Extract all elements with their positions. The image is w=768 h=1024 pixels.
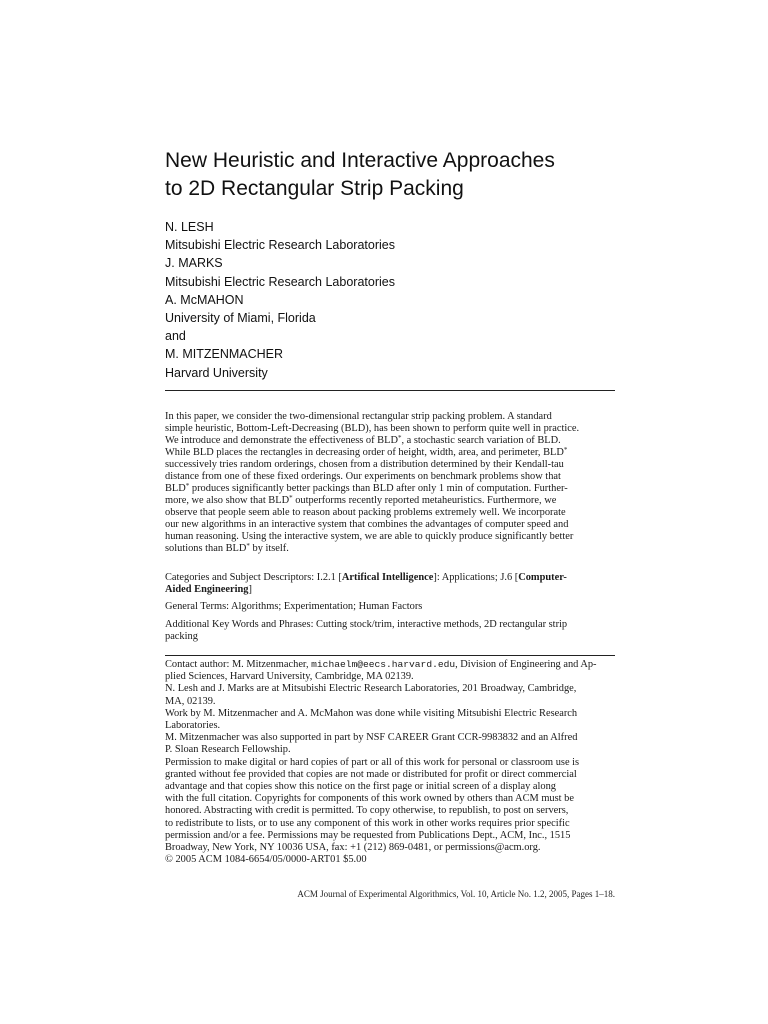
author-affiliation: Mitsubishi Electric Research Laboratories <box>165 274 395 289</box>
abstract-line: While BLD places the rectangles in decreasing order of height, width, area, and perimeter, BLD* <box>165 446 568 458</box>
copyright-line: © 2005 ACM 1084-6654/05/0000-ART01 $5.00 <box>165 854 367 866</box>
title-line-2: to 2D Rectangular Strip Packing <box>165 177 464 200</box>
general-terms: General Terms: Algorithms; Experimentation; Human Factors <box>165 601 423 612</box>
abstract-line: simple heuristic, Bottom-Left-Decreasing (BLD), has been shown to perform quite well in practice. <box>165 423 580 434</box>
affiliation-note: N. Lesh and J. Marks are at Mitsubishi Electric Research Laboratories, 201 Broadway, Cambridge, <box>165 683 577 695</box>
paper-title <box>165 147 625 203</box>
abstract-line: our new algorithms in an interactive system that combines the advantages of computer speed and <box>165 519 569 530</box>
contact-email[interactable]: michaelm@eecs.harvard.edu <box>311 659 456 670</box>
abstract-line: We introduce and demonstrate the effectiveness of BLD*, a stochastic search variation of BLD. <box>165 434 561 446</box>
visit-note: Work by M. Mitzenmacher and A. McMahon was done while visiting Mitsubishi Electric Research <box>165 707 578 719</box>
author-name: J. MARKS <box>165 256 223 271</box>
contact-note: Contact author: M. Mitzenmacher, michaelm@eecs.harvard.edu, Division of Engineering and Ap- <box>165 659 597 670</box>
keywords: Additional Key Words and Phrases: Cutting stock/trim, interactive methods, 2D rectangular strip packing <box>165 619 568 643</box>
abstract-line: In this paper, we consider the two-dimensional rectangular strip packing problem. A standard <box>165 411 552 422</box>
abstract-line: human reasoning. Using the interactive system, we are able to quickly produce significantly better <box>165 531 574 542</box>
abstract <box>165 411 615 555</box>
footnotes: Contact author: M. Mitzenmacher, michaelm@eecs.harvard.edu, Division of Engineering and Ap- plied Sciences, Harvard University, Cambridge, MA 02139. N. Lesh and J. Marks are at Mitsubishi Electric Research Laboratories, 201 Broadway, Cambridge, MA, 02139. Work by M. Mitzenmacher and A. McMahon was done while visiting Mitsubishi Electric Research Laboratories. M. Mitzenmacher was also supported in part by NSF CAREER Grant CCR-9983832 and an Alfred P. Sloan Research Fellowship. Permission to make digital or hard copies of part or all of this work for personal or classroom use is granted without fee provided that copies are not made or distributed for profit or direct commercial advantage and that copies show this notice on the first page or initial screen of a display along with the full citation. Copyrights for components of this work owned by others than ACM must be honored. Abstracting with credit is permitted. To copy otherwise, to republish, to post on servers, to redistribute to lists, or to use any component of this work in other works requires prior specific permission and/or a fee. Permissions may be requested from Publications Dept., ACM, Inc., 1515 Broadway, New York, NY 10036 USA, fax: +1 (212) 869-0481, or permissions@acm.org. © 2005 ACM 1084-6654/05/0000-ART01 $5.00 <box>165 659 615 866</box>
header-rule <box>165 390 615 391</box>
author-name: N. LESH <box>165 220 214 234</box>
footnote-rule <box>165 655 615 656</box>
abstract-line: BLD* produces significantly better packings than BLD after only 1 min of computation. Further- <box>165 482 568 494</box>
permission-note: Permission to make digital or hard copies of part or all of this work for personal or classroom use is <box>165 756 580 768</box>
author-name: M. MITZENMACHER <box>165 347 284 362</box>
journal-footer: ACM Journal of Experimental Algorithmics, Vol. 10, Article No. 1.2, 2005, Pages 1–18. <box>297 889 615 899</box>
funding-note: M. Mitzenmacher was also supported in part by NSF CAREER Grant CCR-9983832 and an Alfred <box>165 732 578 744</box>
author-affiliation: Harvard University <box>165 365 268 380</box>
abstract-line: successively tries random orderings, chosen from a distribution determined by their Kendall-tau <box>165 459 564 470</box>
abstract-line: observe that people seem able to reason about packing problems extremely well. We incorporate <box>165 507 566 518</box>
author-list <box>165 218 585 382</box>
abstract-line: distance from one of these fixed orderings. Our experiments on benchmark problems show that <box>165 471 561 482</box>
author-affiliation: University of Miami, Florida <box>165 311 316 326</box>
author-affiliation: Mitsubishi Electric Research Laboratories <box>165 238 395 253</box>
abstract-line: solutions than BLD* by itself. <box>165 542 289 554</box>
abstract-line: more, we also show that BLD* outperforms recently reported metaheuristics. Furthermore, we <box>165 494 557 506</box>
author-name: A. McMAHON <box>165 292 244 307</box>
categories-descriptors: Categories and Subject Descriptors: I.2.1 [Artifical Intelligence]: Applications; J.6 [Computer- Aided Engineering] <box>165 572 567 596</box>
author-conjunction: and <box>165 329 186 344</box>
title-line-1: New Heuristic and Interactive Approaches <box>165 149 555 172</box>
